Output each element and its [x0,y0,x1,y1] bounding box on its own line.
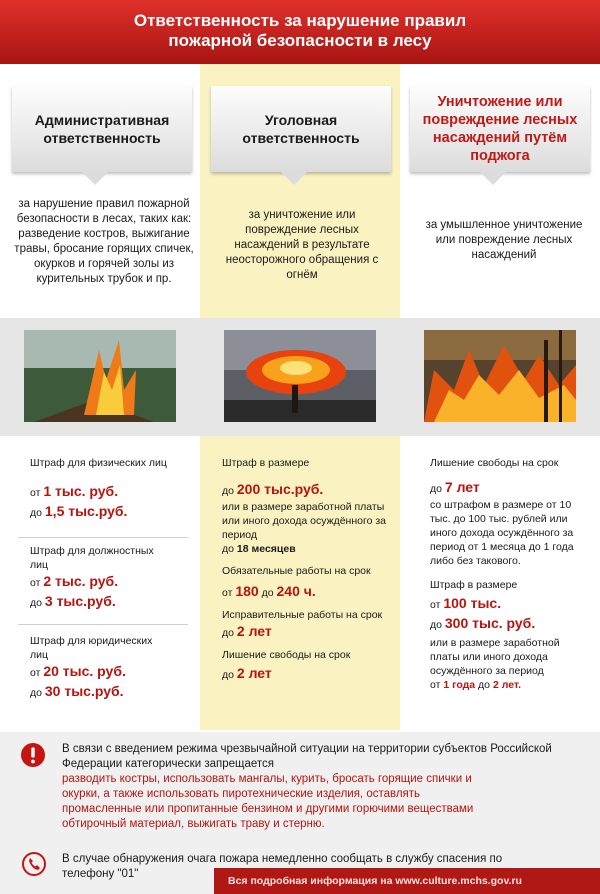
title-banner [0,0,600,64]
criminal-prison-label: Лишение свободы на срок [222,649,351,661]
officials-fines [30,544,170,610]
arson-salary-to-value: 2 лет. [492,679,522,691]
criminal-prison-row [222,666,390,682]
individuals-to-row [30,504,195,520]
criminal-fine-label: Штраф в размере [222,457,310,469]
exclamation-icon [20,742,46,768]
notice-intro: В связи с введением режима чрезвычайной ситуации на территории субъектов Российской Федерации категорически запрещается [62,743,552,770]
arson-description: за умышленное уничтожение или повреждение лесных насаждений [425,219,583,261]
arson-fines [430,456,592,692]
mandatory-to-value: 240 ч. [276,583,316,599]
mandatory-to: до [261,587,274,599]
arson-salary-from: от [430,679,441,691]
officials-from-value: 2 тыс. руб. [43,573,119,589]
criminal-salary-text: или в размере заработной платы или иного дохода осуждённого за период [222,501,387,541]
arson-prison-row [430,480,592,496]
notice-text [62,742,588,832]
legal-to-value: 30 тыс.руб. [44,683,124,699]
officials-from: от [30,577,41,589]
arson-salary-row [430,678,592,692]
notice-list: разводить костры, использовать мангалы, курить, бросать горящие спички и окурки, а также использовать пиротехнические изделия, оставлять промасленные или пропитанные бензином и другими горючими веществами обтирочный материал, выжигать траву и стерню. [62,773,474,830]
arson-fine-to: до [430,619,442,631]
criminal-salary-value: 18 месяцев [236,543,296,555]
page-title-line1: Ответственность за нарушение правил [133,11,467,30]
mandatory-label: Обязательные работы на срок [222,565,371,577]
criminal-salary-row [222,542,390,556]
criminal-description: за уничтожение или повреждение лесных насаждений в результате неосторожного обращения с огнём [225,209,379,281]
admin-description: за нарушение правил пожарной безопасности в лесах, таких как: разведение костров, выжигание травы, бросание горящих спичек, окурков и горячей золы из курительных трубок и пр. [14,198,194,285]
admin-heading [12,86,192,172]
officials-to-row [30,594,170,610]
phone-icon [22,852,46,876]
legal-from-row [30,664,170,680]
legal-from: от [30,667,41,679]
criminal-salary-to: до [222,543,234,555]
criminal-fine-row [222,482,390,498]
arson-salary-from-value: 1 года [443,679,476,691]
individuals-from-value: 1 тыс. руб. [43,483,119,499]
arson-fine-to-row [430,616,592,632]
page-title-line2: пожарной безопасности в лесу [168,31,432,50]
arson-fine-to-value: 300 тыс. руб. [444,615,536,631]
individuals-to: до [30,507,42,519]
arson-salary-text: или в размере заработной платы или иного дохода осуждённого за период [430,637,560,677]
divider [18,624,188,625]
arson-heading [410,86,590,172]
officials-to-value: 3 тыс.руб. [44,593,116,609]
individuals-from: от [30,487,41,499]
criminal-fine-to: до [222,485,234,497]
legal-to-row [30,684,170,700]
criminal-fine-value: 200 тыс.руб. [236,481,324,497]
criminal-prison-value: 2 лет [236,665,272,681]
mandatory-from-value: 180 [235,583,259,599]
admin-fines [30,456,195,520]
officials-from-row [30,574,170,590]
corrective-to: до [222,627,234,639]
legal-from-value: 20 тыс. руб. [43,663,126,679]
arson-fine-from-row [430,596,592,612]
arson-salary-to: до [478,679,491,691]
footer-link-strip[interactable]: Вся подробная информация на www.culture.mchs.gov.ru [214,868,600,894]
arson-fine-label: Штраф в размере [430,579,518,591]
arson-prison-value: 7 лет [444,479,480,495]
individuals-label: Штраф для физических лиц [30,457,167,469]
arson-heading-text: Уничтожение или повреждение лесных насаждений путём поджога [422,94,578,164]
campfire-photo [24,330,176,422]
corrective-value: 2 лет [236,623,272,639]
mandatory-from: от [222,587,233,599]
mandatory-row [222,584,390,600]
burning-tree-photo [224,330,376,422]
phone-notice: В случае обнаружения очага пожара немедленно сообщать в службу спасения по телефону "01" [62,853,503,880]
legal-to: до [30,687,42,699]
arson-prison-fine-text: со штрафом в размере от 10 тыс. до 100 тыс. рублей или иного дохода осуждённого за период от 1 месяца до 1 года либо без такового. [430,499,574,567]
corrective-row [222,624,390,640]
arson-fine-from: от [430,599,441,611]
legal-fines [30,634,170,700]
criminal-fines [222,456,390,682]
officials-label: Штраф для должностных лиц [30,545,154,571]
individuals-to-value: 1,5 тыс.руб. [44,503,128,519]
officials-to: до [30,597,42,609]
legal-label: Штраф для юридических лиц [30,635,153,661]
corrective-label: Исправительные работы на срок [222,609,383,621]
admin-heading-text: Административная ответственность [34,112,170,146]
criminal-prison-to: до [222,669,234,681]
criminal-heading [211,86,391,172]
divider [18,537,188,538]
arson-fine-from-value: 100 тыс. [443,595,502,611]
arson-prison-label: Лишение свободы на срок [430,457,559,469]
individuals-from-row [30,484,195,500]
arson-prison-to: до [430,483,442,495]
forest-fire-photo [424,330,576,422]
criminal-heading-text: Уголовная ответственность [242,112,360,146]
